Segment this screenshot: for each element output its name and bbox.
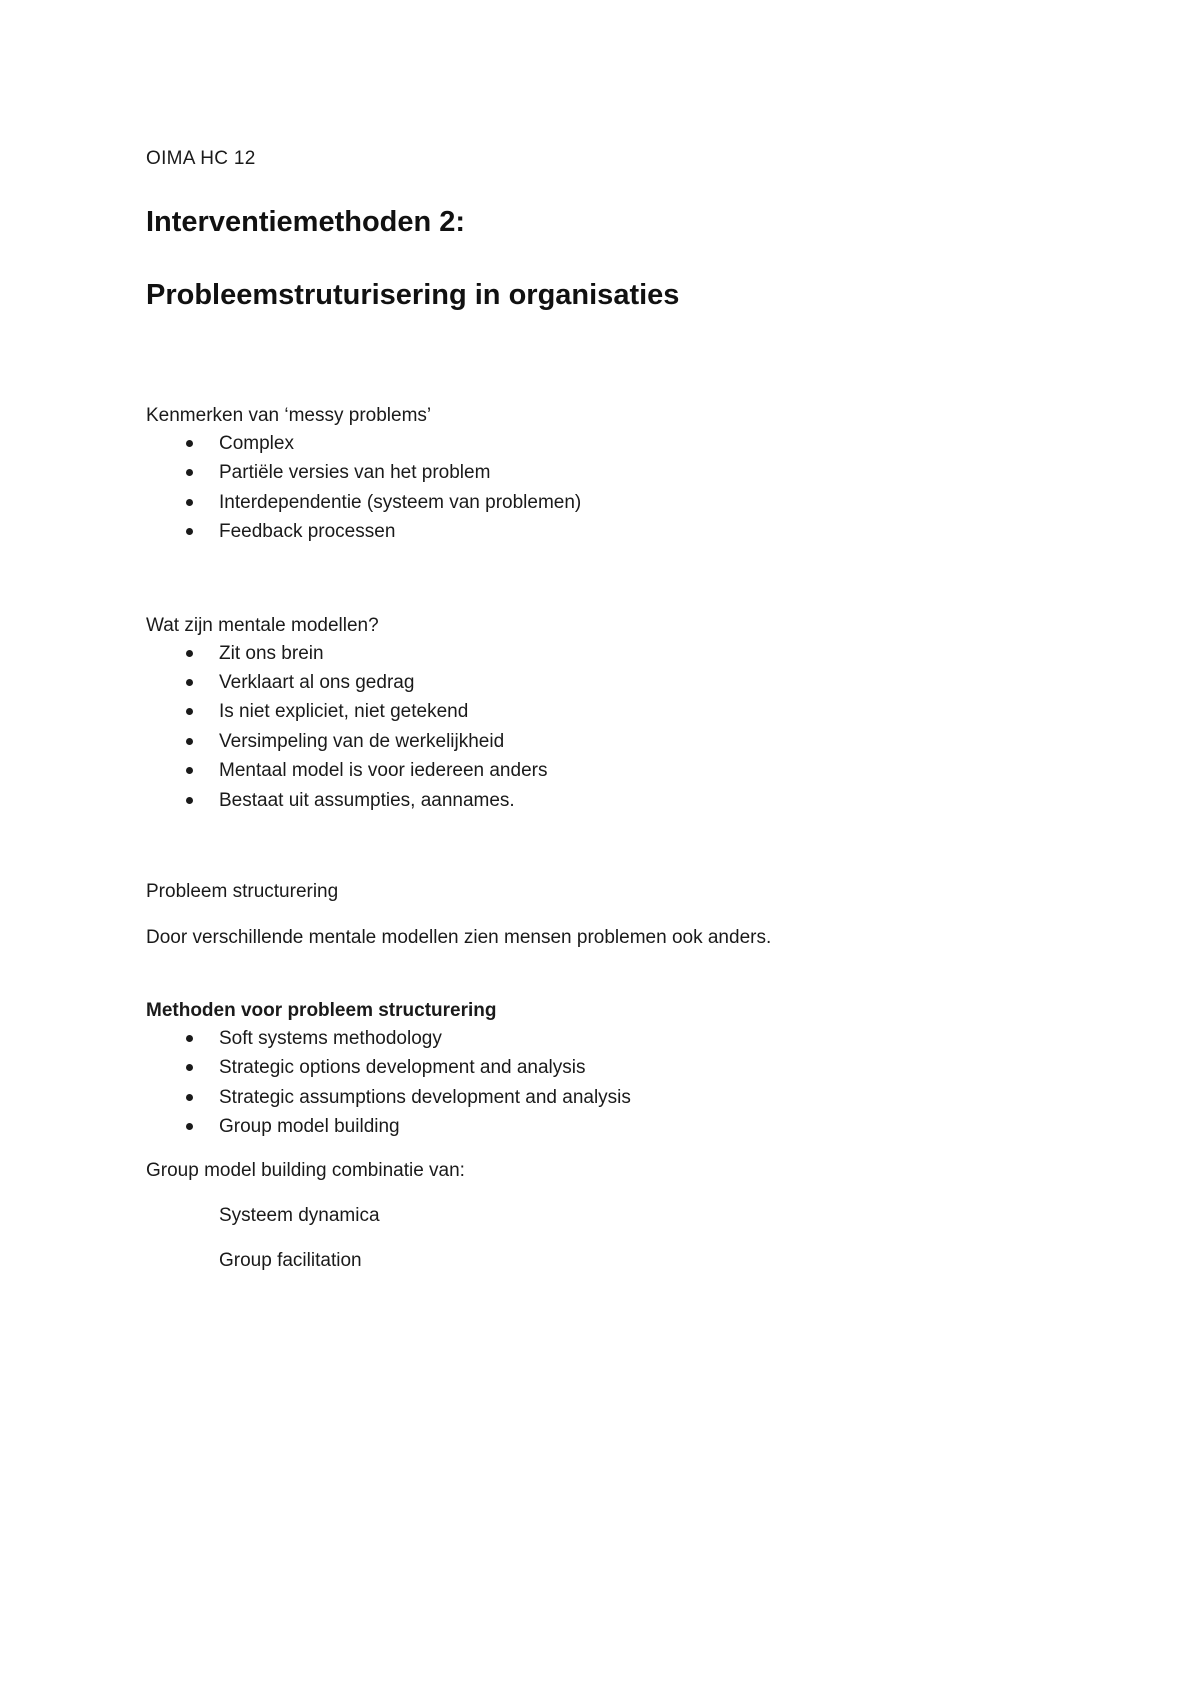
- bullet-icon: [186, 1064, 193, 1071]
- list-item: [146, 697, 1086, 726]
- bullet-icon: [186, 679, 193, 686]
- bullet-icon: [186, 738, 193, 745]
- section-heading-methods: Methoden voor probleem structurering: [146, 1000, 497, 1022]
- bullet-icon: [186, 767, 193, 774]
- section-heading-group-model-building: Group model building combinatie van:: [146, 1159, 465, 1181]
- bullet-icon: [186, 797, 193, 804]
- messy-problems-list: [146, 429, 1086, 547]
- section-heading-messy-problems: Kenmerken van ‘messy problems’: [146, 405, 432, 426]
- list-item: [146, 1024, 1086, 1053]
- bullet-icon: [186, 1123, 193, 1130]
- bullet-icon: [186, 469, 193, 476]
- list-item: [146, 429, 1086, 458]
- list-item-text: Feedback processen: [219, 521, 396, 543]
- list-item: [146, 727, 1086, 756]
- bullet-icon: [186, 440, 193, 447]
- list-item: [146, 1053, 1086, 1082]
- problem-structuring-text: Door verschillende mentale modellen zien mensen problemen ook anders.: [146, 927, 772, 949]
- list-item-text: Zit ons brein: [219, 642, 324, 664]
- list-item-text: Mentaal model is voor iedereen anders: [219, 760, 548, 782]
- list-item-text: Versimpeling van de werkelijkheid: [219, 730, 505, 752]
- list-item: [146, 756, 1086, 785]
- bullet-icon: [186, 1094, 193, 1101]
- list-item-text: Bestaat uit assumpties, aannames.: [219, 789, 515, 811]
- indented-item: Group facilitation: [219, 1249, 362, 1271]
- section-heading-problem-structuring: Probleem structurering: [146, 881, 339, 903]
- bullet-icon: [186, 708, 193, 715]
- list-item: [146, 786, 1086, 815]
- indented-item: Systeem dynamica: [219, 1204, 380, 1226]
- document-content: [146, 146, 1086, 1274]
- list-item-text: Strategic assumptions development and analysis: [219, 1086, 631, 1108]
- bullet-icon: [186, 1035, 193, 1042]
- list-item-text: Verklaart al ons gedrag: [219, 672, 415, 694]
- list-item: [146, 517, 1086, 546]
- list-item-text: Strategic options development and analysis: [219, 1057, 586, 1079]
- bullet-icon: [186, 499, 193, 506]
- list-item-text: Is niet expliciet, niet getekend: [219, 701, 469, 723]
- document-title-line-2: Probleemstruturisering in organisaties: [146, 279, 680, 311]
- list-item: [146, 639, 1086, 668]
- list-item: [146, 458, 1086, 487]
- list-item: [146, 1083, 1086, 1112]
- mental-models-list: [146, 639, 1086, 815]
- course-code: OIMA HC 12: [146, 148, 256, 169]
- methods-list: [146, 1024, 1086, 1142]
- bullet-icon: [186, 650, 193, 657]
- list-item-text: Group model building: [219, 1116, 400, 1138]
- list-item: [146, 488, 1086, 517]
- document-title-line-1: Interventiemethoden 2:: [146, 206, 466, 238]
- list-item-text: Complex: [219, 433, 294, 454]
- list-item: [146, 668, 1086, 697]
- section-heading-mental-models: Wat zijn mentale modellen?: [146, 614, 379, 636]
- list-item-text: Partiële versies van het problem: [219, 462, 491, 484]
- list-item: [146, 1112, 1086, 1141]
- list-item-text: Interdependentie (systeem van problemen): [219, 491, 582, 513]
- bullet-icon: [186, 528, 193, 535]
- list-item-text: Soft systems methodology: [219, 1028, 442, 1050]
